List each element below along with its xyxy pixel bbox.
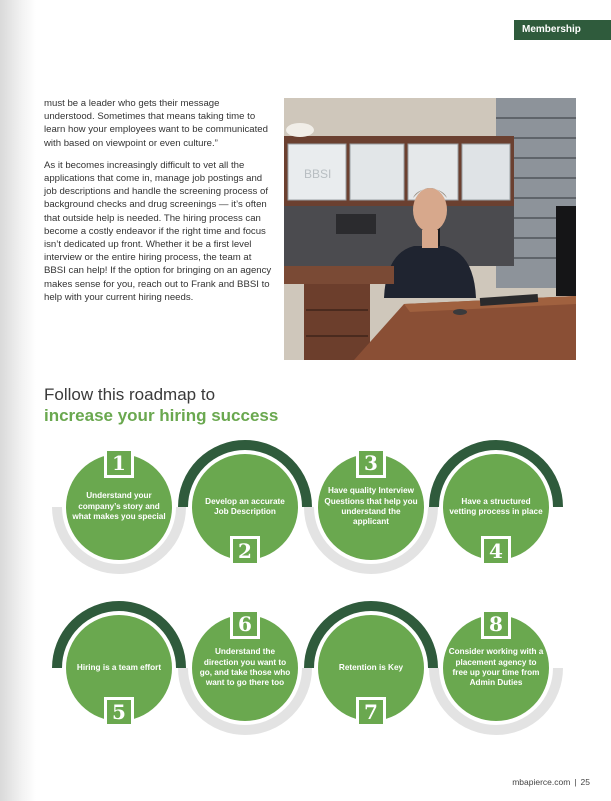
body-paragraph: As it becomes increasingly difficult to vet all the applications that come in, manage job postings and job descriptions and handle the screening process of background checks and drug screenings — it’s often that outside help is needed. The hiring process can become a costly endeavor if the right time and focus isn’t dedicated up front. Whether it be a first level interview or the entire hiring process, the team at BBSI can help! If the option for bringing on an agency makes sense for you, reach out to Frank and BBSI to help with your current hiring needs. <box>44 159 272 303</box>
step-3-number: 3 <box>356 448 386 478</box>
step-8-number: 8 <box>481 609 511 639</box>
step-6-number: 6 <box>230 609 260 639</box>
step-2-number: 2 <box>230 536 260 566</box>
step-8-text: Consider working with a placement agency to free up your time from Admin Duties <box>448 647 544 688</box>
body-paragraph: must be a leader who gets their message understood. Sometimes that means taking time to learn how your employees want to be communicated with based on viewpoint or even culture.” <box>44 98 268 149</box>
photo-sign: BBSI <box>304 167 332 181</box>
step-1-text: Understand your company’s story and what makes you special <box>72 491 166 522</box>
step-4-text: Have a structured vetting process in place <box>449 496 543 516</box>
step-3-text: Have quality Interview Questions that help you understand the applicant <box>324 486 418 527</box>
step-5-number: 5 <box>104 697 134 727</box>
roadmap-title-line2: increase your hiring success <box>44 406 279 425</box>
step-2-text: Develop an accurate Job Description <box>205 496 285 516</box>
step-1-number: 1 <box>104 448 134 478</box>
step-7-text: Retention is Key <box>338 662 404 672</box>
step-5-text: Hiring is a team effort <box>76 662 162 672</box>
footer-separator: | <box>574 777 577 787</box>
page-footer <box>470 777 590 787</box>
step-4-number: 4 <box>481 536 511 566</box>
step-6-text: Understand the direction you want to go, and take those who want to go there too <box>199 647 291 688</box>
section-label: Membership <box>522 24 581 35</box>
footer-site: mbapierce.com <box>512 777 571 787</box>
roadmap-title-line1: Follow this roadmap to <box>44 385 216 404</box>
page-number: 25 <box>580 777 590 787</box>
step-7-number: 7 <box>356 697 386 727</box>
